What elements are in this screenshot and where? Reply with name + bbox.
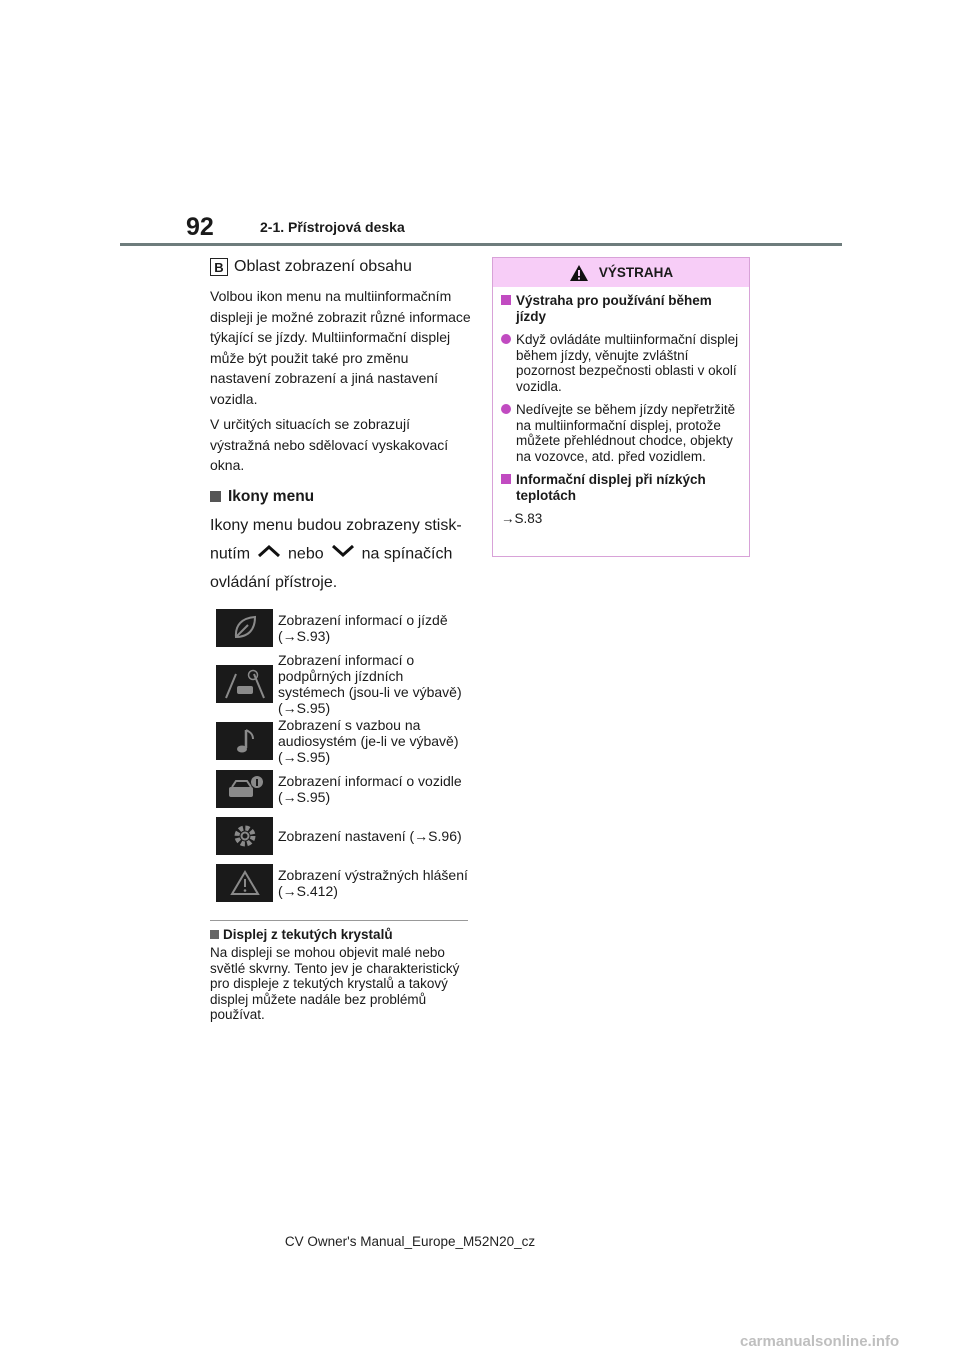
left-column [210, 258, 472, 1023]
callout-label-b: B [210, 258, 228, 276]
vehicle-info-icon [216, 770, 273, 808]
warning-bullet: Když ovládáte multiinformační displej během jízdy, věnujte zvláštní pozornost bezpečnosti oblasti v okolí vozidla. [501, 332, 741, 394]
lcd-text: Na displeji se mohou objevit malé nebo světlé skvrny. Tento jev je charakteristický pro displeje z tekutých krystalů a takový displej můžete nadále bez problémů používat. [210, 945, 460, 1023]
warning-title: VÝSTRAHA [598, 265, 674, 280]
list-item [216, 766, 472, 812]
warning-box [492, 257, 750, 557]
manual-footer: CV Owner's Manual_Europe_M52N20_cz [284, 1234, 536, 1249]
chevron-up-icon [256, 540, 282, 569]
round-bullet-icon [501, 404, 511, 414]
warning-heading-low-temp: Informační displej při nízkých teplotách [501, 472, 741, 503]
music-note-icon [216, 722, 273, 760]
chevron-down-icon [330, 540, 356, 569]
leaf-icon [216, 609, 273, 647]
icon-description: Zobrazení informací o jízdě (→S.93) [278, 612, 448, 645]
square-bullet-icon [210, 491, 221, 502]
list-item [216, 860, 472, 906]
menu-text-line2: nutím nebo na spínačích [210, 540, 472, 569]
icon-description: Zobrazení výstražných hlášení (→S.412) [278, 867, 468, 900]
list-item [216, 652, 472, 716]
list-item [216, 605, 472, 651]
header-rule [120, 243, 842, 246]
warning-header [493, 258, 749, 287]
gear-icon [216, 817, 273, 855]
icon-description: Zobrazení informací o vozidle (→S.95) [278, 773, 462, 806]
list-item [216, 717, 472, 765]
warning-bullet: Nedívejte se během jízdy nepřetržitě na multiinformační displej, protože můžete přehlédnout chodce, objekty na vozovce, atd. před vozidlem. [501, 402, 741, 464]
list-item [216, 813, 472, 859]
driving-assist-icon [216, 665, 273, 703]
icon-description: Zobrazení s vazbou na audiosystém (je-li ve výbavě) (→S.95) [278, 717, 459, 766]
square-bullet-icon [210, 930, 219, 939]
content-area-heading [210, 258, 472, 276]
content-area-title: Oblast zobrazení obsahu [234, 258, 412, 275]
lcd-heading: Displej z tekutých krystalů [210, 927, 472, 942]
warning-triangle-icon [569, 264, 589, 282]
square-bullet-icon [501, 474, 511, 484]
menu-text-line3: ovládání přístroje. [210, 573, 338, 591]
menu-text-line1: Ikony menu budou zobrazeny stisk- [210, 516, 462, 534]
watermark: carmanualsonline.info [740, 1333, 900, 1350]
popup-paragraph: V určitých situacích se zobrazují výstražná nebo sdělovací vyskakovací okna. [210, 416, 449, 473]
warning-body [493, 287, 749, 527]
menu-icon-list [216, 605, 472, 906]
square-bullet-icon [501, 295, 511, 305]
warning-heading-driving: Výstraha pro používání během jízdy [501, 293, 741, 324]
icon-description: Zobrazení nastavení (→S.96) [278, 828, 462, 845]
section-divider [210, 920, 468, 921]
intro-paragraph: Volbou ikon menu na multiinformačním displeji je možné zobrazit různé informace týkající se jízdy. Multiinformační displej může být použit také pro změnu nastavení zobrazení a jiná nastavení vozidla. [210, 288, 471, 407]
page-number: 92 [186, 213, 214, 241]
warning-triangle-icon [216, 864, 273, 902]
section-title: 2-1. Přístrojová deska [260, 219, 405, 235]
warning-page-reference: →S.83 [501, 511, 543, 526]
menu-icons-heading: Ikony menu [210, 488, 472, 506]
icon-description: Zobrazení informací o podpůrných jízdních systémech (jsou-li ve výbavě) (→S.95) [278, 652, 462, 717]
round-bullet-icon [501, 334, 511, 344]
